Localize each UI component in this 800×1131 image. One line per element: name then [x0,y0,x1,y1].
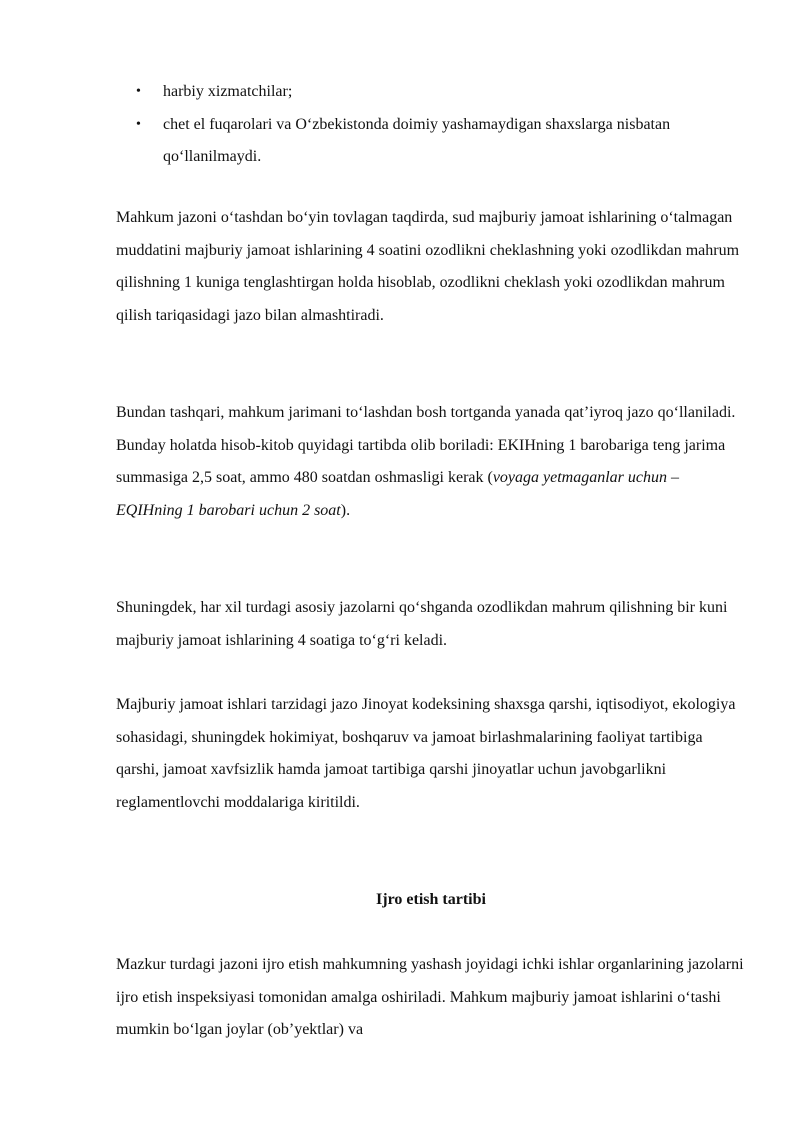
paragraph-fine-end: ). [340,501,351,519]
bullet-list [136,76,736,174]
paragraph-fine-text: Bundan tashqari, mahkum jarimani to‘lashdan bosh tortganda yanada qat’iyroq jazo qo‘llaniladi. Bunday holatda hisob-kitob quyidagi tartibda olib boriladi: EKIHning 1 barobariga teng jarima summasiga 2,5 soat, ammo 480 soatdan oshmasligi kerak ( [116,404,736,486]
paragraph-criminal-code: Majburiy jamoat ishlari tarzidagi jazo Jinoyat kodeksining shaxsga qarshi, iqtisodiyot, ekologiya sohasidagi, shuningdek hokimiyat, boshqaruv va jamoat birlashmalarining faoliyat tartibiga qarshi, jamoat xavfsizlik hamda jamoat tartibiga qarshi jinoyatlar uchun javobgarlikni reglamentlovchi moddalariga kiritildi. [116,696,736,811]
bullet-icon: • [136,84,141,99]
list-item [136,76,736,109]
paragraph-combination: Shuningdek, har xil turdagi asosiy jazolarni qo‘shganda ozodlikdan mahrum qilishning bir kuni majburiy jamoat ishlarining 4 soatiga to‘g‘ri keladi. [116,599,728,649]
bullet-icon: • [136,116,141,132]
paragraph-evasion: Mahkum jazoni o‘tashdan bo‘yin tovlagan taqdirda, sud majburiy jamoat ishlarining o‘talmagan muddatini majburiy jamoat ishlarining 4 soatini ozodlikni cheklashning yoki ozodlikdan mahrum qilishning 1 kuniga tenglashtirgan holda hisoblab, ozodlikni cheklash yoki ozodlikdan mahrum qilish tariqasidagi jazo bilan almashtiradi. [116,209,740,324]
list-item-text: chet el fuqarolari va O‘zbekistonda doimiy yashamaydigan shaxslarga nisbatan qo‘llanilmaydi. [163,115,671,165]
section-heading: Ijro etish tartibi [376,891,486,908]
paragraph-fine-italic: voyaga yetmaganlar uchun – EQIHning 1 barobari uchun 2 soat [116,469,680,519]
paragraph-execution: Mazkur turdagi jazoni ijro etish mahkumning yashash joyidagi ichki ishlar organlarining jazolarni ijro etish inspeksiyasi tomonidan amalga oshiriladi. Mahkum majburiy jamoat ishlarini o‘tashi mumkin bo‘lgan joylar (ob’yektlar) va [116,956,744,1038]
paragraph-fine-conversion [116,397,746,527]
list-item-text: harbiy xizmatchilar; [163,83,293,100]
list-item [136,109,736,174]
